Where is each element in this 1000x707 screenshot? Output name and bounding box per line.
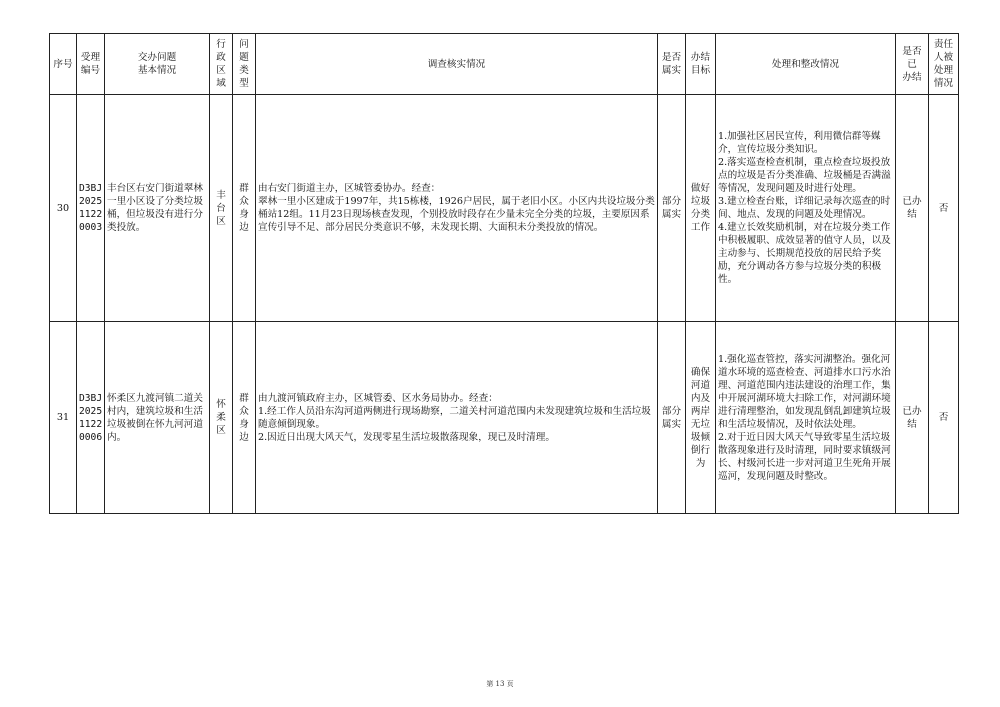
row-survey: 由九渡河镇政府主办，区城管委、区水务局协办。经查： 1.经工作人员沿东沟河道两侧进行现场勘察，二道关村河道范围内未发现建筑垃圾和生活垃圾随意倾倒现象。 2.因近日出现大风天气，发现零星生活垃圾散落现象，现已及时清理。 [256,322,658,514]
row-handling: 1.强化巡查管控，落实河湖整治。强化河道水环境的巡查检查、河道排水口污水治理、河道范围内违法建设的治理工作，集中开展河湖环境大扫除工作，对河湖环境进行清理整治，如发现乱倒乱卸建筑垃圾和生活垃圾情况，及时依法处理。 2.对于近日因大风天气导致零星生活垃圾散落现象进行及时清理，同时要求镇级河长、村级河长进一步对河道卫生死角开展巡河，发现问题及时整改。 [716,322,896,514]
header-accountability: 责任 人被 处理 情况 [929,34,959,95]
table-row [50,322,959,514]
row-is-true: 部分 属实 [658,322,686,514]
header-survey: 调查核实情况 [256,34,658,95]
table-header [50,34,959,95]
row-district: 丰 台 区 [210,95,233,322]
row-district: 怀 柔 区 [210,322,233,514]
row-goal: 做好 垃圾 分类 工作 [686,95,716,322]
row-completed: 已办结 [896,95,929,322]
row-type: 群 众 身 边 [233,95,256,322]
row-is-true: 部分 属实 [658,95,686,322]
report-table [49,33,959,514]
row-handling: 1.加强社区居民宣传，利用微信群等媒介，宣传垃圾分类知识。 2.落实巡查检查机制，重点检查垃圾投放点的垃圾是否分类准确、垃圾桶是否满溢等情况，发现问题及时进行处理。 3.建立检查台账，详细记录每次巡查的时间、地点、发现的问题及处理情况。 4.建立长效奖励机制，对在垃圾分类工作中积极履职、成效显著的值守人员，以及主动参与、长期规范投放的居民给予奖励，充分调动各方参与垃圾分类的积极性。 [716,95,896,322]
row-accountability: 否 [929,322,959,514]
header-is-true: 是否 属实 [658,34,686,95]
header-completed: 是否 已 办结 [896,34,929,95]
header-district: 行 政 区 域 [210,34,233,95]
row-seq: 30 [50,95,77,322]
row-seq: 31 [50,322,77,514]
row-accountability: 否 [929,95,959,322]
row-accept-no: D3BJ 2025 1122 0003 [77,95,105,322]
row-survey: 由右安门街道主办，区城管委协办。经查： 翠林一里小区建成于1997年，共15栋楼，1926户居民，属于老旧小区。小区内共设垃圾分类桶站12组。11月23日现场核查发现，个别投放时段存在少量未完全分类的垃圾，主要原因系宣传引导不足、部分居民分类意识不够，未发现长期、大面积未分类投放的情况。 [256,95,658,322]
header-accept-no: 受理 编号 [77,34,105,95]
header-problem: 交办问题 基本情况 [105,34,210,95]
header-goal: 办结 目标 [686,34,716,95]
row-accept-no: D3BJ 2025 1122 0006 [77,322,105,514]
row-type: 群 众 身 边 [233,322,256,514]
row-problem: 怀柔区九渡河镇二道关村内，建筑垃圾和生活垃圾被倒在怀九河河道内。 [105,322,210,514]
row-problem: 丰台区右安门街道翠林一里小区设了分类垃圾桶，但垃圾没有进行分类投放。 [105,95,210,322]
header-handling: 处理和整改情况 [716,34,896,95]
header-type: 问 题 类 型 [233,34,256,95]
table-row [50,95,959,322]
row-completed: 已办结 [896,322,929,514]
row-goal: 确保 河道 内及 两岸 无垃 圾倾 倒行 为 [686,322,716,514]
page-number: 第 13 页 [486,680,514,688]
header-seq: 序号 [50,34,77,95]
